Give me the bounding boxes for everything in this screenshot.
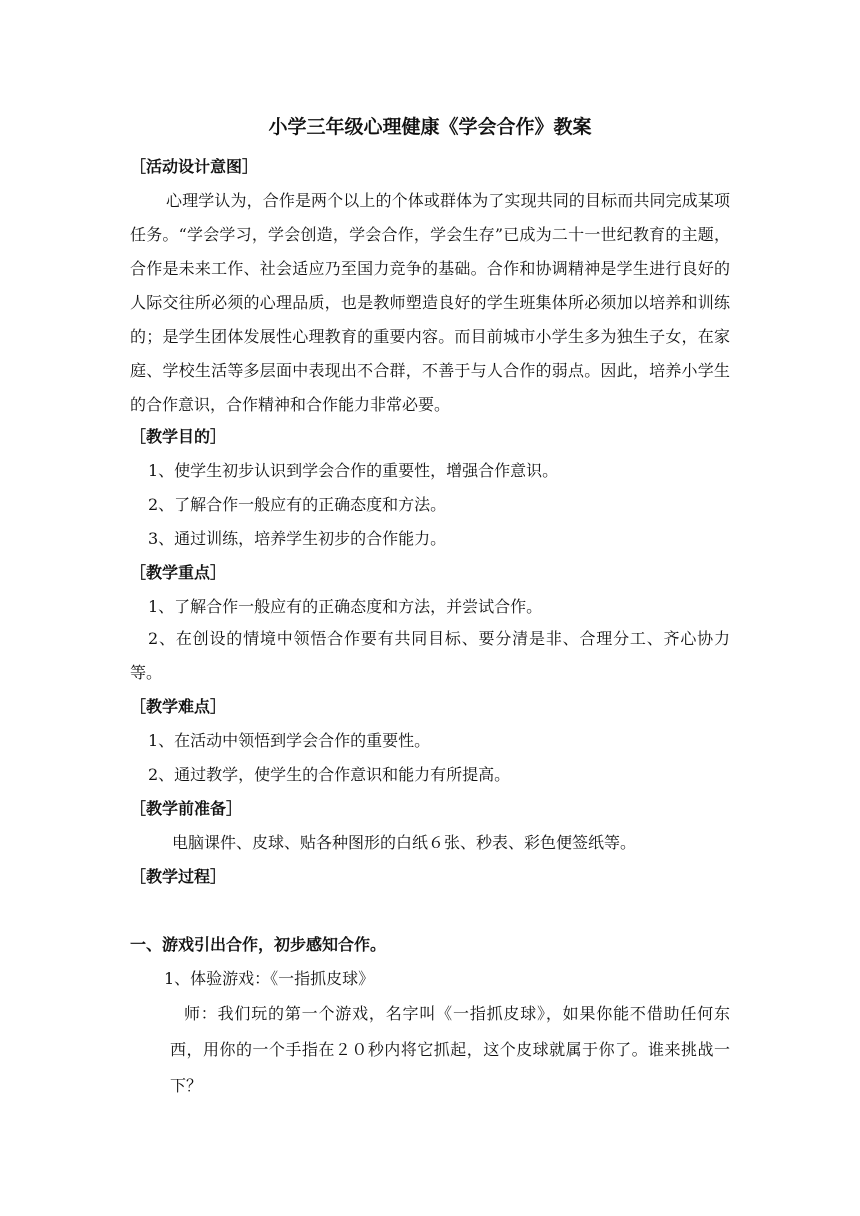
objective-item-1: 1、使学生初步认识到学会合作的重要性，增强合作意识。 <box>148 461 559 480</box>
heading-difficulties: ［教学难点］ <box>130 697 227 716</box>
heading-objectives: ［教学目的］ <box>130 427 227 446</box>
process-part1-title: 一、游戏引出合作，初步感知合作。 <box>130 935 387 954</box>
heading-design-intent: ［活动设计意图］ <box>130 157 259 176</box>
objective-item-2: 2、了解合作一般应有的正确态度和方法。 <box>148 495 447 514</box>
objective-item-3: 3、通过训练，培养学生初步的合作能力。 <box>148 529 447 548</box>
key-point-item-2: 2、在创设的情境中领悟合作要有共同目标、要分清是非、合理分工、齐心协力等。 <box>130 629 730 682</box>
key-point-item-1: 1、了解合作一般应有的正确态度和方法，并尝试合作。 <box>148 597 543 616</box>
difficulty-item-1: 1、在活动中领悟到学会合作的重要性。 <box>148 731 431 750</box>
design-intent-paragraph: 心理学认为，合作是两个以上的个体或群体为了实现共同的目标而共同完成某项任务。“学会学习，学会创造，学会合作，学会生存”已成为二十一世纪教育的主题，合作是未来工作、社会适应乃至国力竞争的基础。合作和协调精神是学生进行良好的人际交往所必须的心理品质，也是教师塑造良好的学生班集体所必须加以培养和训练的；是学生团体发展性心理教育的重要内容。而目前城市小学生多为独生子女，在家庭、学校生活等多层面中表现出不合群，不善于与人合作的弱点。因此，培养小学生的合作意识，合作精神和合作能力非常必要。 <box>130 191 730 414</box>
teacher-speech: 师：我们玩的第一个游戏，名字叫《一指抓皮球》，如果你能不借助任何东西，用你的一个手指在２０秒内将它抓起，这个皮球就属于你了。谁来挑战一下？ <box>170 1004 730 1095</box>
process-game-title: 1、体验游戏：《一指抓皮球》 <box>164 969 375 988</box>
heading-key-points: ［教学重点］ <box>130 563 227 582</box>
difficulty-item-2: 2、通过教学，使学生的合作意识和能力有所提高。 <box>148 765 511 784</box>
document-title: 小学三年级心理健康《学会合作》教案 <box>268 116 592 138</box>
heading-process: ［教学过程］ <box>130 867 227 886</box>
heading-preparation: ［教学前准备］ <box>130 799 243 818</box>
preparation-text: 电脑课件、皮球、贴各种图形的白纸６张、秒表、彩色便签纸等。 <box>172 833 637 852</box>
